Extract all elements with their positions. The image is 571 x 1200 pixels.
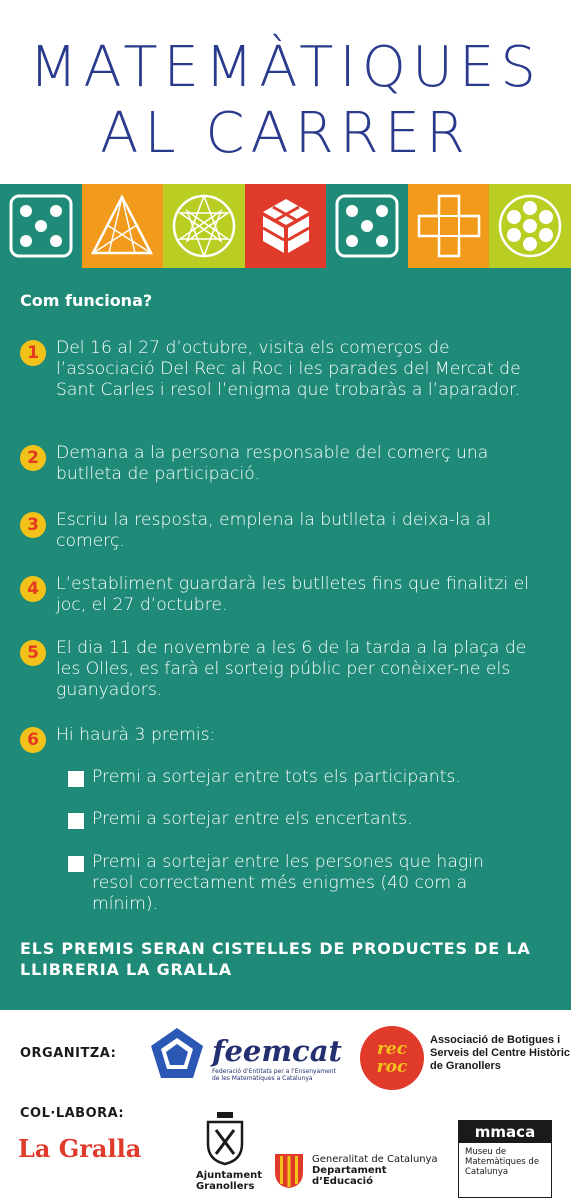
step-1: [20, 338, 550, 401]
step-number-badge: 2: [20, 445, 46, 471]
mmaca-name: mmaca: [459, 1121, 551, 1143]
prize-text: Premi a sortejar entre els encertants.: [92, 809, 413, 829]
prize-item-3: [68, 852, 528, 915]
star-polygon-icon: [171, 193, 237, 259]
collabora-label: COL·LABORA:: [20, 1106, 125, 1121]
page-title-line2: AL CARRER: [100, 101, 471, 166]
bullet-square-icon: [68, 856, 84, 872]
triangle-pattern-icon: [89, 193, 155, 259]
seven-circles-icon: [497, 193, 563, 259]
prizes-footnote: ELS PREMIS SERAN CISTELLES DE PRODUCTES DE LA LLIBRERIA LA GRALLA: [20, 939, 531, 979]
ajuntament-crest-icon: [204, 1110, 246, 1166]
step-number-badge: 4: [20, 576, 46, 602]
rec-association-name: Associació de Botigues i Serveis del Centre Històric de Granollers: [430, 1034, 571, 1072]
tile-2: [82, 184, 164, 268]
dice-five-icon: [8, 193, 74, 259]
step-5: [20, 638, 550, 701]
tile-5: [326, 184, 408, 268]
step-2: [20, 443, 550, 485]
step-number-badge: 6: [20, 727, 46, 753]
prize-text: Premi a sortejar entre les persones que hagin resol correctament més enigmes (40 com a mínim).: [92, 852, 484, 914]
rec-roc-logo-text: rec roc: [376, 1039, 408, 1077]
tile-6: [408, 184, 490, 268]
step-text: Del 16 al 27 d’octubre, visita els comerços de l’associació Del Rec al Roc i les parades del Mercat de Sant Carles i resol l’enigma que trobaràs a l’aparador.: [56, 338, 521, 400]
tile-1: [0, 184, 82, 268]
step-number-badge: 3: [20, 512, 46, 538]
bullet-square-icon: [68, 813, 84, 829]
ajuntament-name: Ajuntament Granollers: [196, 1170, 263, 1192]
step-text: Escriu la resposta, emplena la butlleta i deixa-la al comerç.: [56, 510, 492, 551]
prize-text: Premi a sortejar entre tots els participants.: [92, 767, 461, 787]
feemcat-logo-icon: [148, 1026, 206, 1084]
mmaca-subtitle: Museu de Matemàtiques de Catalunya: [465, 1147, 540, 1177]
step-text: El dia 11 de novembre a les 6 de la tarda a la plaça de les Olles, es farà el sorteig públic per conèixer-ne els guanyadors.: [56, 638, 527, 700]
dice-five-icon: [334, 193, 400, 259]
prize-item-1: [68, 767, 528, 788]
instructions-panel: [0, 268, 571, 1010]
step-6: [20, 725, 550, 753]
step-text: L’establiment guardarà les butlletes fins que finalitzi el joc, el 27 d’octubre.: [56, 574, 530, 615]
step-number-badge: 5: [20, 640, 46, 666]
generalitat-line2: Departament: [312, 1165, 387, 1176]
mmaca-logo: [458, 1120, 552, 1198]
generalitat-logo-icon: [272, 1150, 306, 1190]
prize-item-2: [68, 809, 528, 830]
section-heading: Com funciona?: [20, 291, 153, 310]
generalitat-line1: Generalitat de Catalunya: [312, 1154, 438, 1165]
step-text: Demana a la persona responsable del comerç una butlleta de participació.: [56, 443, 489, 484]
feemcat-name: feemcat: [212, 1034, 342, 1068]
cross-pentomino-icon: [416, 193, 482, 259]
tile-4: [245, 184, 327, 268]
icon-tile-strip: [0, 184, 571, 268]
step-number-badge: 1: [20, 340, 46, 366]
step-3: [20, 510, 550, 552]
la-gralla-logo: La Gralla: [18, 1134, 142, 1163]
generalitat-line3: d’Educació: [312, 1176, 373, 1187]
bullet-square-icon: [68, 771, 84, 787]
page-title-line1: MATEMÀTIQUES: [29, 35, 542, 100]
step-4: [20, 574, 550, 616]
step-text: Hi haurà 3 premis:: [56, 725, 216, 745]
feemcat-subtitle: Federació d’Entitats per a l’Ensenyament de les Matemàtiques a Catalunya: [212, 1068, 336, 1082]
tile-7: [489, 184, 571, 268]
tile-3: [163, 184, 245, 268]
cube-puzzle-icon: [253, 193, 319, 259]
generalitat-text: [312, 1154, 438, 1187]
sponsors-footer: [0, 1010, 571, 1200]
rec-roc-logo-icon: [360, 1026, 424, 1090]
organitza-label: ORGANITZA:: [20, 1046, 117, 1061]
